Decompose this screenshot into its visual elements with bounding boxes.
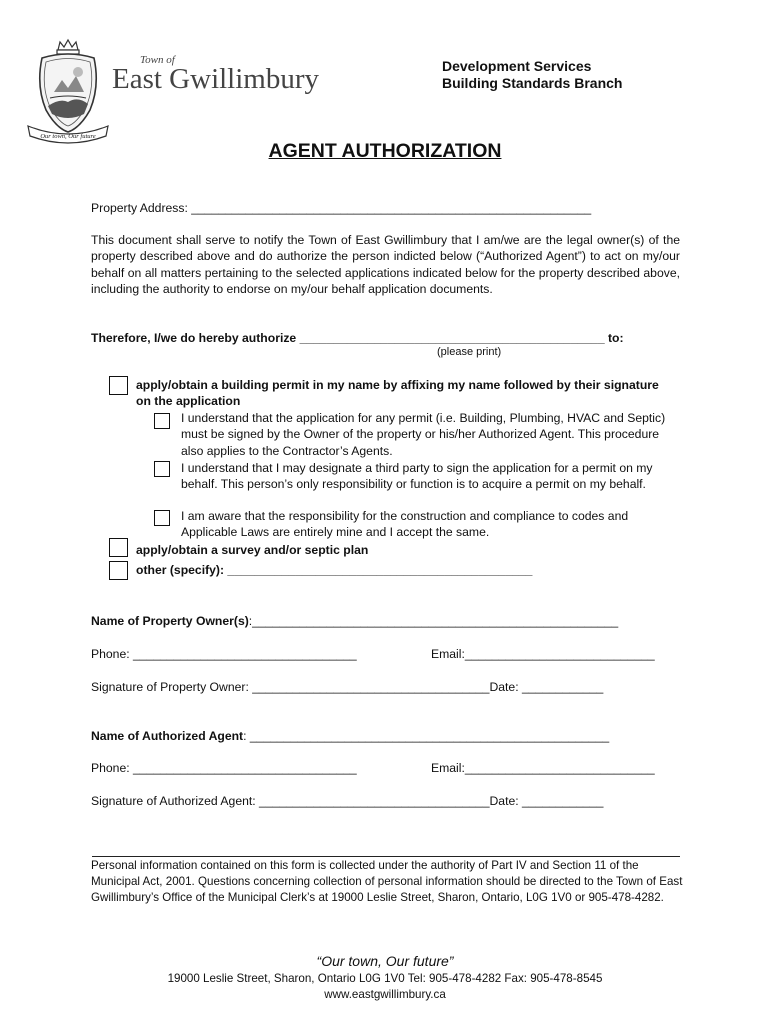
logo-town-of: Town of — [140, 54, 175, 66]
motto-banner-text: Our town, Our future — [40, 133, 96, 140]
crest-shield-icon — [40, 54, 97, 132]
intro-paragraph: This document shall serve to notify the Town of East Gwillimbury that I am/we are the legal owner(s) of the property described above and do authorize the person indicted below (“Authorized Agent”) to act on my/our behalf on all matters pertaining to the selected applications indicated below for the property described above, including the authority to endorse on my/our behalf application documents. — [91, 233, 680, 297]
page-title: AGENT AUTHORIZATION — [268, 140, 502, 162]
agent-email-field[interactable]: Email:____________________________ — [431, 761, 655, 775]
survey-septic-checkbox[interactable] — [109, 538, 128, 557]
please-print-note: (please print) — [437, 346, 502, 358]
agent-name-label: Name of Authorized Agent — [91, 729, 244, 743]
other-specify-field[interactable]: other (specify): _____________________________________________ — [136, 563, 533, 577]
footer-contact: 19000 Leslie Street, Sharon, Ontario L0G 1V0 Tel: 905-478-4282 Fax: 905-478-8545 — [167, 972, 603, 985]
crown-icon — [57, 40, 79, 54]
privacy-notice: Personal information contained on this form is collected under the authority of Part IV and Section 11 of the Municipal Act, 2001. Questions concerning collection of personal information should be directed to the Town of East Gwillimbury’s Office of the Municipal Clerk’s at 19000 Leslie Street, Sharon, Ontario, L0G 1V0 or 905-478-4282. — [91, 859, 683, 904]
department-header — [442, 58, 622, 92]
owner-name-line: :______________________________________________________ — [248, 614, 619, 628]
property-address-field[interactable]: Property Address: ___________________________________________________________ — [91, 201, 592, 215]
third-party-checkbox[interactable] — [154, 461, 170, 477]
building-permit-option-label: apply/obtain a building permit in my name by affixing my name followed by their signature on the application — [136, 378, 659, 409]
authorize-agent-field[interactable]: Therefore, I/we do hereby authorize _____________________________________________ to: — [91, 331, 624, 345]
owner-name-label: Name of Property Owner(s) — [91, 614, 249, 628]
section-divider — [92, 856, 680, 857]
agent-name-line: : _____________________________________________________ — [243, 729, 610, 743]
footer-motto: “Our town, Our future” — [316, 953, 454, 969]
responsibility-label: I am aware that the responsibility for the construction and compliance to codes and Applicable Laws are entirely mine and I accept the same. — [181, 509, 629, 540]
owner-signature-field[interactable]: Signature of Property Owner: ___________________________________Date: ____________ — [91, 680, 604, 694]
other-checkbox[interactable] — [109, 561, 128, 580]
town-logo — [20, 36, 350, 148]
branch-name: Building Standards Branch — [442, 75, 623, 91]
agent-name-field[interactable] — [91, 728, 609, 744]
agent-phone-field[interactable]: Phone: _________________________________ — [91, 761, 357, 775]
third-party-label: I understand that I may designate a third party to sign the application for a permit on my behalf. This person’s only responsibility or function is to acquire a permit on my behalf. — [181, 461, 653, 492]
survey-septic-option-label: apply/obtain a survey and/or septic plan — [136, 543, 369, 557]
logo-town-name: East Gwillimbury — [112, 63, 320, 95]
signature-requirement-checkbox[interactable] — [154, 413, 170, 429]
footer-website[interactable]: www.eastgwillimbury.ca — [324, 988, 446, 1001]
department-name: Development Services — [442, 58, 592, 74]
building-permit-checkbox[interactable] — [109, 376, 128, 395]
owner-name-field[interactable] — [91, 613, 618, 629]
signature-requirement-label: I understand that the application for any permit (i.e. Building, Plumbing, HVAC and Septic) must be signed by the Owner of the property or his/her Authorized Agent. This procedure also applies to the Contractor’s Agents. — [181, 411, 666, 458]
agent-signature-field[interactable]: Signature of Authorized Agent: __________________________________Date: ____________ — [91, 794, 604, 808]
responsibility-checkbox[interactable] — [154, 510, 170, 526]
owner-phone-field[interactable]: Phone: _________________________________ — [91, 647, 357, 661]
owner-email-field[interactable]: Email:____________________________ — [431, 647, 655, 661]
